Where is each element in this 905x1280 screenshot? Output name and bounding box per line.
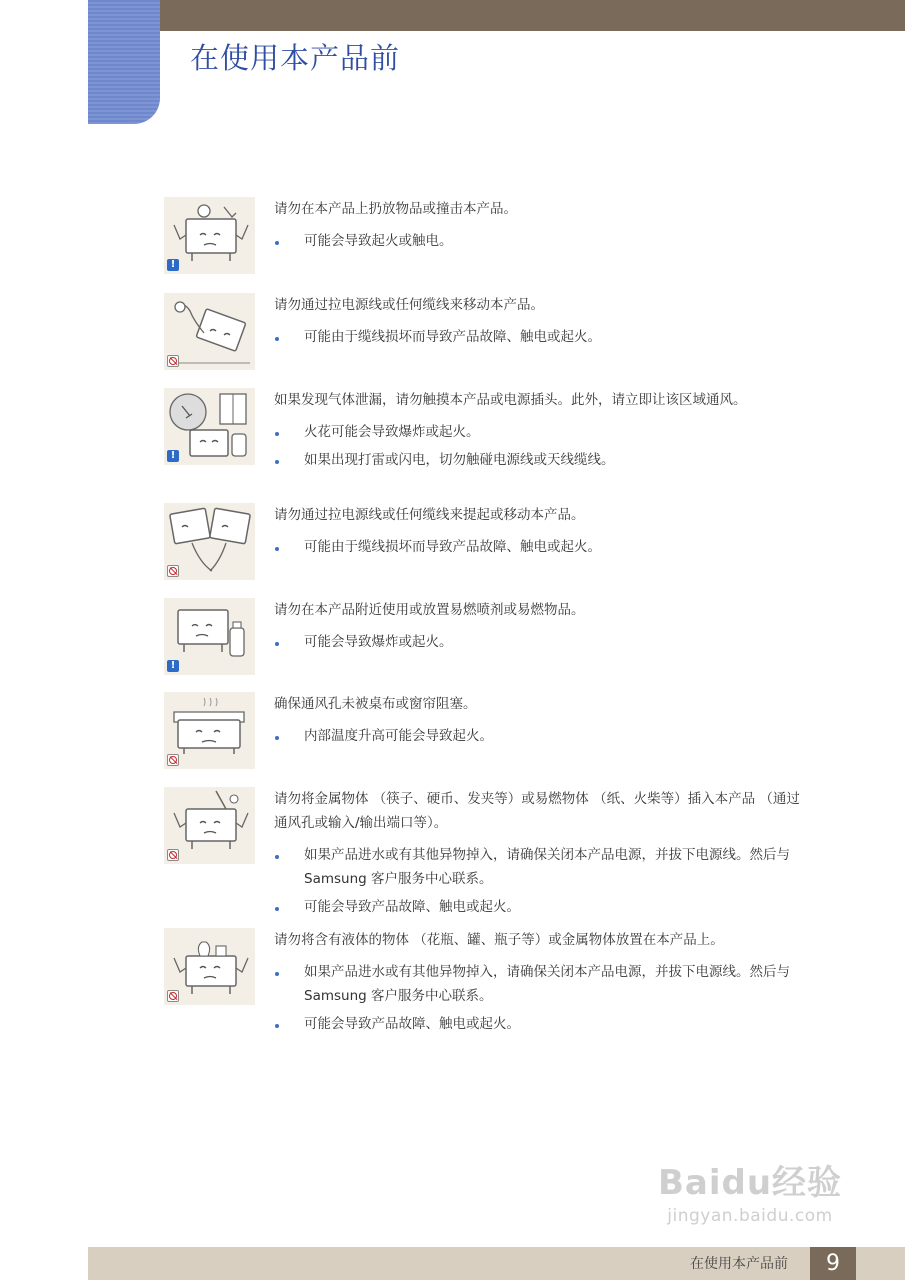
illustration-inserting-objects bbox=[164, 787, 255, 864]
warning-icon: ! bbox=[167, 450, 179, 462]
item-bullets bbox=[274, 843, 804, 919]
item-text bbox=[274, 692, 804, 752]
bullet-item: 如果产品进水或有其他异物掉入，请确保关闭本产品电源，并拔下电源线。然后与 Samsung 客户服务中心联系。 bbox=[274, 960, 804, 1008]
item-heading: 请勿在本产品附近使用或放置易燃喷剂或易燃物品。 bbox=[274, 602, 585, 618]
prohibited-icon bbox=[167, 565, 179, 577]
prohibited-icon bbox=[167, 849, 179, 861]
illustration-gas-leak bbox=[164, 388, 255, 465]
bullet-item: 如果产品进水或有其他异物掉入，请确保关闭本产品电源，并拔下电源线。然后与 Samsung 客户服务中心联系。 bbox=[274, 843, 804, 891]
watermark-logo: Baidu经验 bbox=[657, 1163, 843, 1203]
prohibited-icon bbox=[167, 990, 179, 1002]
bullet-item: 内部温度升高可能会导致起火。 bbox=[274, 724, 804, 748]
prohibited-icon bbox=[167, 355, 179, 367]
illustration-pulling-cable bbox=[164, 293, 255, 370]
footer-section-label: 在使用本产品前 bbox=[690, 1256, 788, 1272]
item-heading: 请勿通过拉电源线或任何缆线来提起或移动本产品。 bbox=[274, 507, 585, 523]
item-bullets bbox=[274, 535, 804, 559]
prohibited-icon bbox=[167, 754, 179, 766]
item-text bbox=[274, 503, 804, 563]
illustration-covered-vents bbox=[164, 692, 255, 769]
item-heading: 请勿将含有液体的物体 （花瓶、罐、瓶子等）或金属物体放置在本产品上。 bbox=[274, 932, 724, 948]
item-heading: 确保通风孔未被桌布或窗帘阻塞。 bbox=[274, 696, 477, 712]
bullet-item: 可能会导致产品故障、触电或起火。 bbox=[274, 895, 804, 919]
bullet-item: 可能由于缆线损坏而导致产品故障、触电或起火。 bbox=[274, 325, 804, 349]
item-text bbox=[274, 388, 804, 476]
item-text bbox=[274, 293, 804, 353]
illustration-objects-on-product bbox=[164, 197, 255, 274]
warning-icon: ! bbox=[167, 259, 179, 271]
item-bullets bbox=[274, 960, 804, 1036]
item-bullets bbox=[274, 630, 804, 654]
bullet-item: 可能会导致产品故障、触电或起火。 bbox=[274, 1012, 804, 1036]
chapter-tab bbox=[88, 0, 160, 124]
item-heading: 请勿通过拉电源线或任何缆线来移动本产品。 bbox=[274, 297, 544, 313]
illustration-liquid-on-product bbox=[164, 928, 255, 1005]
bullet-item: 可能由于缆线损坏而导致产品故障、触电或起火。 bbox=[274, 535, 804, 559]
item-bullets bbox=[274, 229, 804, 253]
bullet-item: 可能会导致爆炸或起火。 bbox=[274, 630, 804, 654]
page-number: 9 bbox=[810, 1247, 856, 1280]
item-bullets bbox=[274, 325, 804, 349]
illustration-lifting-by-cable bbox=[164, 503, 255, 580]
item-text bbox=[274, 197, 804, 257]
item-heading: 请勿将金属物体 （筷子、硬币、发夹等）或易燃物体 （纸、火柴等）插入本产品 （通过通风孔或输入/输出端口等）。 bbox=[274, 791, 800, 831]
watermark-url: jingyan.baidu.com bbox=[667, 1206, 833, 1226]
bullet-item: 可能会导致起火或触电。 bbox=[274, 229, 804, 253]
item-heading: 如果发现气体泄漏，请勿触摸本产品或电源插头。此外，请立即让该区域通风。 bbox=[274, 392, 747, 408]
baidu-watermark bbox=[640, 1155, 860, 1226]
item-bullets bbox=[274, 420, 804, 472]
top-header-bar bbox=[160, 0, 905, 31]
warning-icon: ! bbox=[167, 660, 179, 672]
item-bullets bbox=[274, 724, 804, 748]
bullet-item: 火花可能会导致爆炸或起火。 bbox=[274, 420, 804, 444]
page-title: 在使用本产品前 bbox=[190, 41, 401, 75]
item-heading: 请勿在本产品上扔放物品或撞击本产品。 bbox=[274, 201, 517, 217]
item-text bbox=[274, 928, 804, 1040]
illustration-flammable-spray bbox=[164, 598, 255, 675]
item-text bbox=[274, 598, 804, 658]
bullet-item: 如果出现打雷或闪电，切勿触碰电源线或天线缆线。 bbox=[274, 448, 804, 472]
item-text bbox=[274, 787, 804, 923]
